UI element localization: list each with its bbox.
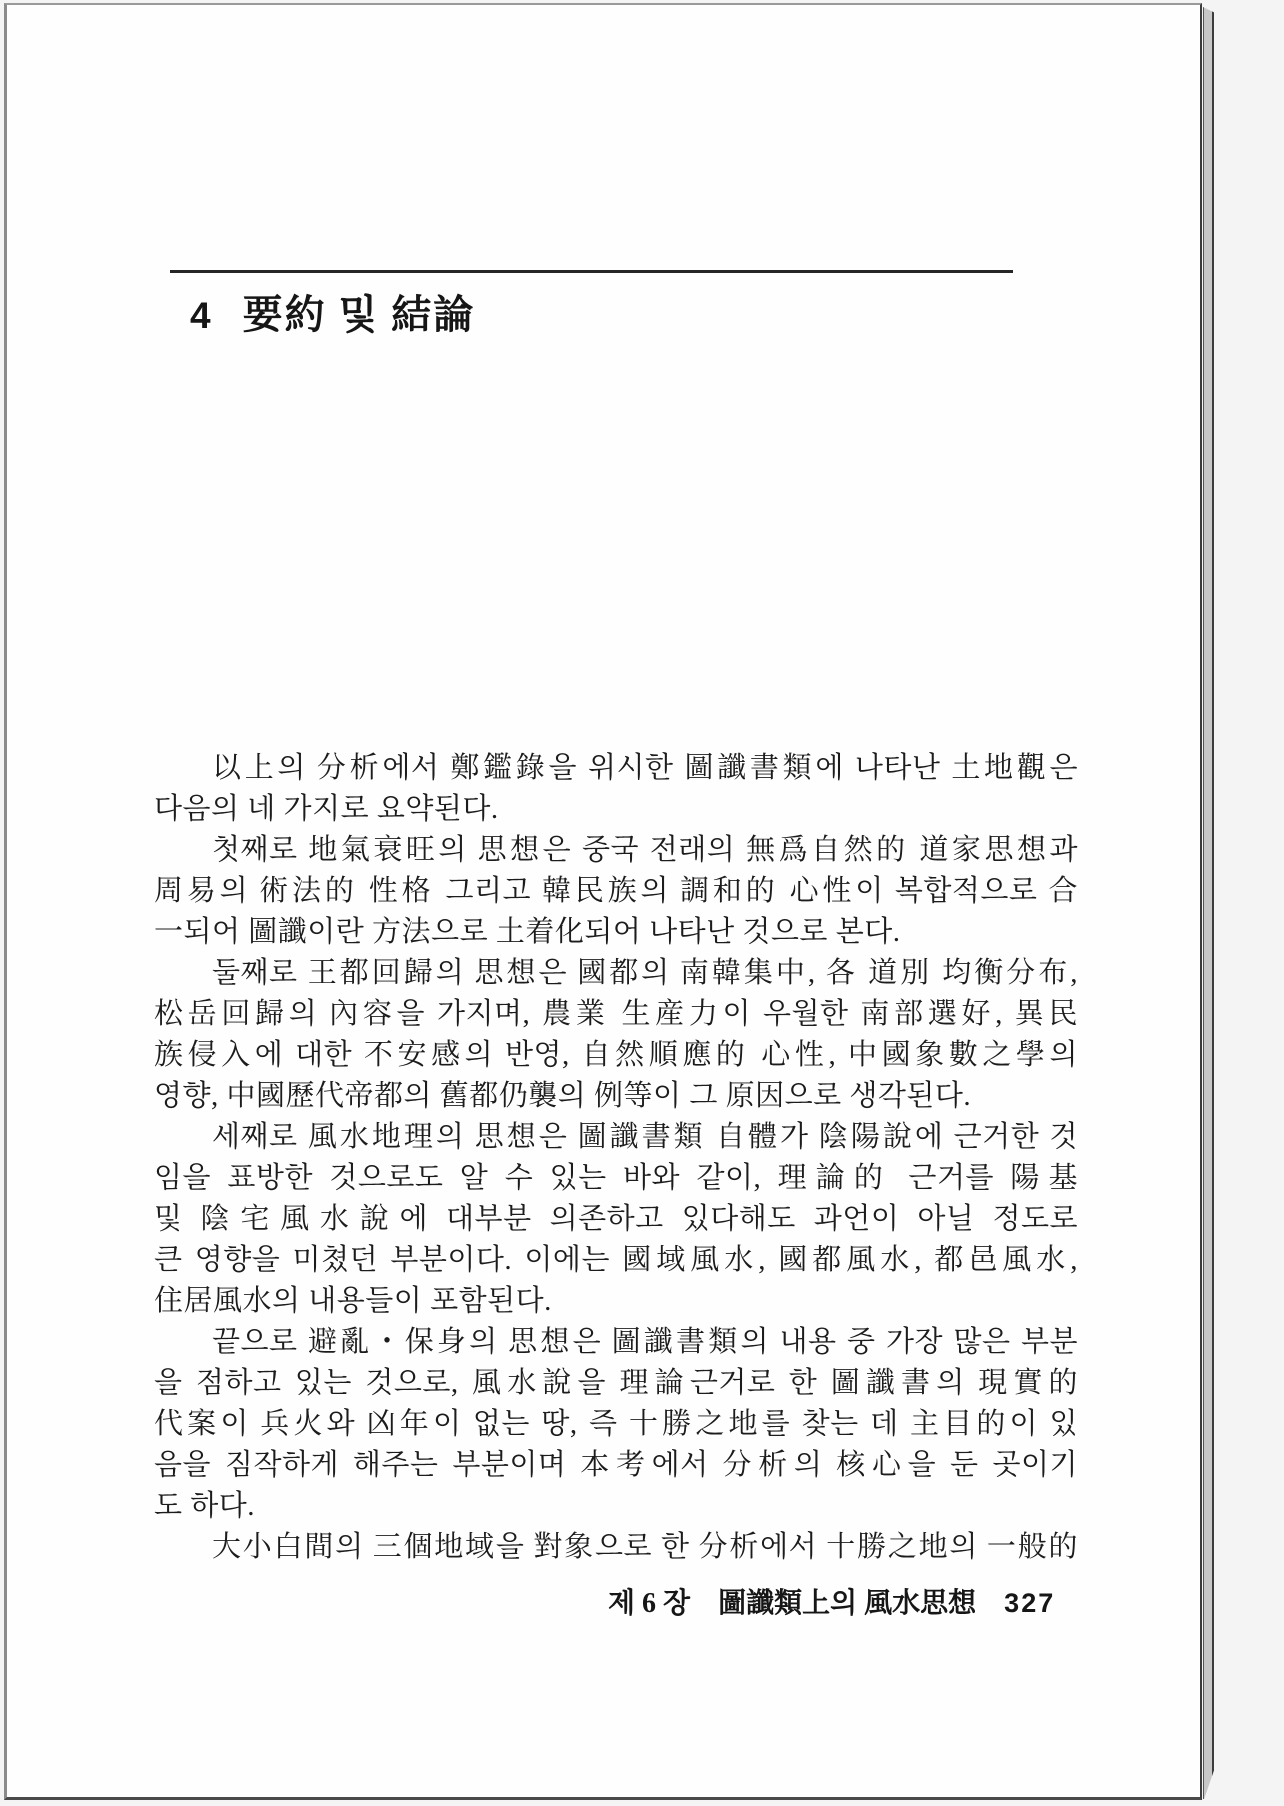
text-line: 住居風水의 내용들이 포함된다. xyxy=(154,1285,552,1317)
section-heading xyxy=(190,283,475,340)
text-line: 周易의 術法的 性格 그리고 韓民族의 調和的 心性이 복합적으로 合 xyxy=(154,875,1078,907)
text-line: 도 하다. xyxy=(154,1490,256,1522)
text-line: 一되어 圖讖이란 方法으로 土着化되어 나타난 것으로 본다. xyxy=(154,916,901,948)
text-line: 큰 영향을 미쳤던 부분이다. 이에는 國域風水, 國都風水, 都邑風水, xyxy=(154,1244,1078,1276)
text-line: 以上의 分析에서 鄭鑑錄을 위시한 圖讖書類에 나타난 土地觀은 xyxy=(212,752,1078,784)
text-line: 끝으로 避亂・保身의 思想은 圖讖書類의 내용 중 가장 많은 부분 xyxy=(212,1326,1078,1358)
text-line: 임을 표방한 것으로도 알 수 있는 바와 같이, 理論的 근거를 陽基 xyxy=(154,1162,1078,1194)
text-line: 大小白間의 三個地域을 對象으로 한 分析에서 十勝之地의 一般的 xyxy=(212,1531,1078,1563)
text-line: 代案이 兵火와 凶年이 없는 땅, 즉 十勝之地를 찾는 데 主目的이 있 xyxy=(154,1408,1078,1440)
page-footer xyxy=(608,1581,1055,1621)
body-text xyxy=(154,748,1078,1568)
footer-page-number: 327 xyxy=(1004,1588,1056,1618)
section-number: 4 xyxy=(190,295,213,336)
text-line: 첫째로 地氣衰旺의 思想은 중국 전래의 無爲自然的 道家思想과 xyxy=(212,834,1078,866)
text-line: 다음의 네 가지로 요약된다. xyxy=(154,793,499,825)
section-title: 要約 및 結論 xyxy=(242,292,476,337)
footer-chapter-label: 제 6 장 xyxy=(608,1588,691,1619)
text-line: 둘째로 王都回歸의 思想은 國都의 南韓集中, 各 道別 均衡分布, xyxy=(212,957,1078,989)
text-line: 을 점하고 있는 것으로, 風水說을 理論근거로 한 圖讖書의 現實的 xyxy=(154,1367,1078,1399)
text-line: 및 陰宅風水說에 대부분 의존하고 있다해도 과언이 아닐 정도로 xyxy=(154,1203,1078,1235)
text-line: 세째로 風水地理의 思想은 圖讖書類 自體가 陰陽說에 근거한 것 xyxy=(212,1121,1078,1153)
section-divider-rule xyxy=(170,270,1013,273)
text-line: 松岳回歸의 內容을 가지며, 農業 生産力이 우월한 南部選好, 異民 xyxy=(154,998,1078,1030)
text-line: 영향, 中國歷代帝都의 舊都仍襲의 例等이 그 原因으로 생각된다. xyxy=(154,1080,972,1112)
text-line: 族侵入에 대한 不安感의 반영, 自然順應的 心性, 中國象數之學의 xyxy=(154,1039,1078,1071)
page-edge-shadow xyxy=(1203,7,1214,1799)
footer-chapter-title: 圖讖類上의 風水思想 xyxy=(718,1588,977,1619)
text-line: 음을 짐작하게 해주는 부분이며 本考에서 分析의 核心을 둔 곳이기 xyxy=(154,1449,1078,1481)
